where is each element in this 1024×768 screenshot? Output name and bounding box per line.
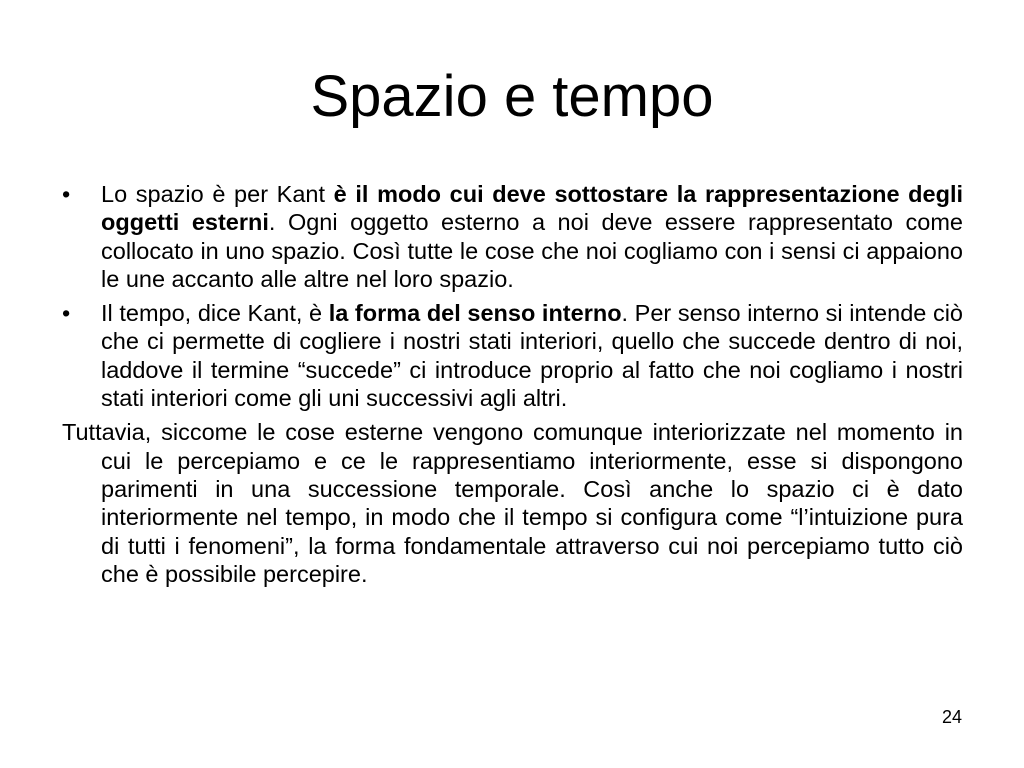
slide-content	[62, 180, 963, 588]
bullet-item-space	[62, 180, 963, 293]
slide-title: Spazio e tempo	[310, 64, 714, 129]
page-number: 24	[941, 707, 962, 727]
bullet-text-before: Lo spazio è per Kant	[101, 181, 334, 207]
bullet-text-bold: è il modo cui deve sottostare la rappresentazione degli oggetti esterni	[101, 181, 964, 236]
bullet-text-before: Il tempo, dice Kant, è	[101, 300, 329, 327]
bullet-icon: •	[62, 300, 71, 327]
bullet-icon: •	[62, 181, 71, 207]
bullet-text-bold: la forma del senso interno	[328, 300, 622, 327]
bullet-item-time	[62, 299, 963, 412]
closing-paragraph: Tuttavia, siccome le cose esterne vengono comunque interiorizzate nel momento in cui le percepiamo e ce le rappresentiamo interiormente, esse si dispongono parimenti in una successione temporale. Così anche lo spazio ci è dato interiormente nel tempo, in modo che il tempo si configura come “l’intuizione pura di tutti i fenomeni”, la forma fondamentale attraverso cui noi percepiamo tutto ciò che è possibile percepire.	[62, 419, 963, 587]
bullet-text-after: . Ogni oggetto esterno a noi deve essere rappresentato come collocato in uno spazio. Così tutte le cose che noi cogliamo con i sensi ci appaiono le une accanto alle altre nel loro spazio.	[101, 209, 963, 292]
bullet-text-after: . Per senso interno si intende ciò che ci permette di cogliere i nostri stati interiori, quello che succede dentro di noi, laddove il termine “succede” ci introduce proprio al fatto che noi cogliamo i nostri stati interiori come gli uni successivi agli altri.	[101, 300, 963, 412]
